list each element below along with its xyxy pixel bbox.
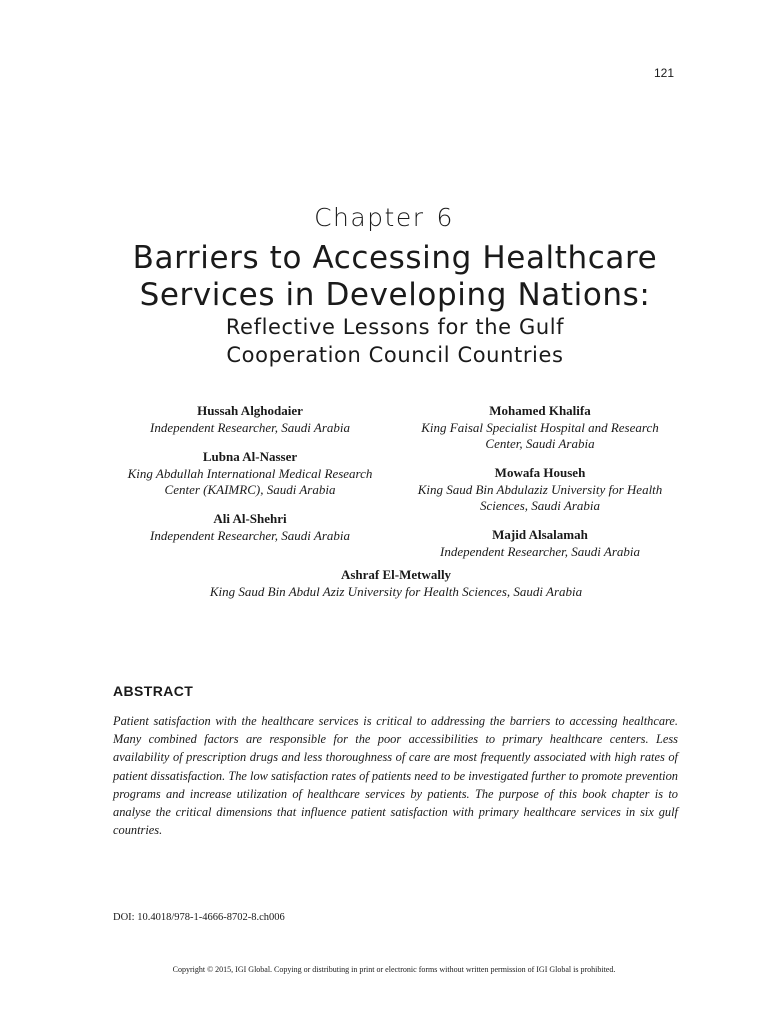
chapter-title-line-1: Barriers to Accessing Healthcare [132,240,658,276]
chapter-title [0,240,768,314]
author-name: Mohamed Khalifa [489,403,591,418]
chapter-word: Chapter [314,203,425,232]
author-affiliation: Independent Researcher, Saudi Arabia [439,544,640,559]
author-block [112,403,388,436]
chapter-subtitle [0,313,768,369]
author-affiliation: King Saud Bin Abdul Aziz University for Health Sciences, Saudi Arabia [209,584,583,599]
author-block [112,449,388,498]
author-block [402,403,678,452]
abstract-heading: ABSTRACT [113,683,194,699]
abstract-text: Patient satisfaction with the healthcare services is critical to addressing the barriers to accessing healthcare. Many combined factors are responsible for the poor accessibilities to primary healthcare centers. Less availability of prescription drugs and less thoroughness of care are most frequently associated with high rates of patient dissatisfaction. The low satisfaction rates of patients need to be investigated further to promote prevention programs and increase utilization of healthcare services by patients. The purpose of this book chapter is to analyse the critical dimensions that influence patient satisfaction with primary healthcare services in six gulf countries. [113,714,678,838]
author-name: Mowafa Househ [494,465,586,480]
author-block [402,527,678,560]
doi: DOI: 10.4018/978-1-4666-8702-8.ch006 [113,912,285,923]
author-name: Hussah Alghodaier [197,403,303,418]
chapter-label [0,203,768,232]
author-block [402,465,678,514]
author-name: Ashraf El-Metwally [340,567,452,582]
copyright-notice: Copyright © 2015, IGI Global. Copying or distributing in print or electronic forms without written permission of IGI Global is prohibited. [172,965,616,974]
page-number: 121 [653,66,674,80]
chapter-title-line-2: Services in Developing Nations: [139,277,651,313]
author-affiliation: King Saud Bin Abdulaziz University for Health Sciences, Saudi Arabia [417,482,663,513]
author-block [112,511,388,544]
chapter-number: 6 [436,203,454,232]
author-name: Majid Alsalamah [492,527,588,542]
chapter-subtitle-line-1: Reflective Lessons for the Gulf [225,315,565,339]
author-affiliation: King Faisal Specialist Hospital and Research Center, Saudi Arabia [421,420,659,451]
author-name: Lubna Al-Nasser [202,449,298,464]
author-affiliation: Independent Researcher, Saudi Arabia [149,420,350,435]
author-block [112,567,680,600]
author-name: Ali Al-Shehri [213,511,287,526]
chapter-subtitle-line-2: Cooperation Council Countries [226,343,564,367]
author-affiliation: King Abdullah International Medical Research Center (KAIMRC), Saudi Arabia [127,466,373,497]
author-affiliation: Independent Researcher, Saudi Arabia [149,528,350,543]
